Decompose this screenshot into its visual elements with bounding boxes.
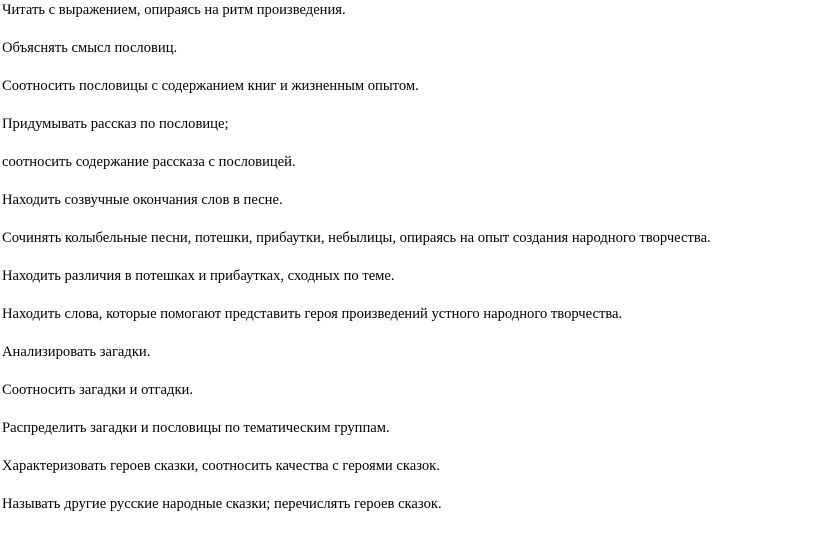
text-line: Находить созвучные окончания слов в песне. (2, 192, 283, 208)
text-line: Соотносить загадки и отгадки. (2, 382, 194, 398)
text-line: Находить слова, которые помогают представить героя произведений устного народного творчества. (2, 306, 623, 322)
text-line: Распределить загадки и пословицы по тематическим группам. (2, 420, 390, 436)
text-line: Называть другие русские народные сказки; перечислять героев сказок. (2, 496, 442, 512)
text-line: Характеризовать героев сказки, соотносить качества с героями сказок. (2, 458, 440, 474)
text-line: Объяснять смысл пословиц. (2, 40, 178, 56)
text-line: соотносить содержание рассказа с пословицей. (2, 154, 296, 170)
text-line: Сочинять колыбельные песни, потешки, прибаутки, небылицы, опираясь на опыт создания народного творчества. (2, 230, 711, 246)
text-line: Находить различия в потешках и прибаутках, сходных по теме. (2, 268, 395, 284)
text-line: Анализировать загадки. (2, 344, 151, 360)
text-line: Читать с выражением, опираясь на ритм произведения. (2, 2, 346, 18)
text-line: Соотносить пословицы с содержанием книг и жизненным опытом. (2, 78, 419, 94)
text-line: Придумывать рассказ по пословице; (2, 116, 229, 132)
